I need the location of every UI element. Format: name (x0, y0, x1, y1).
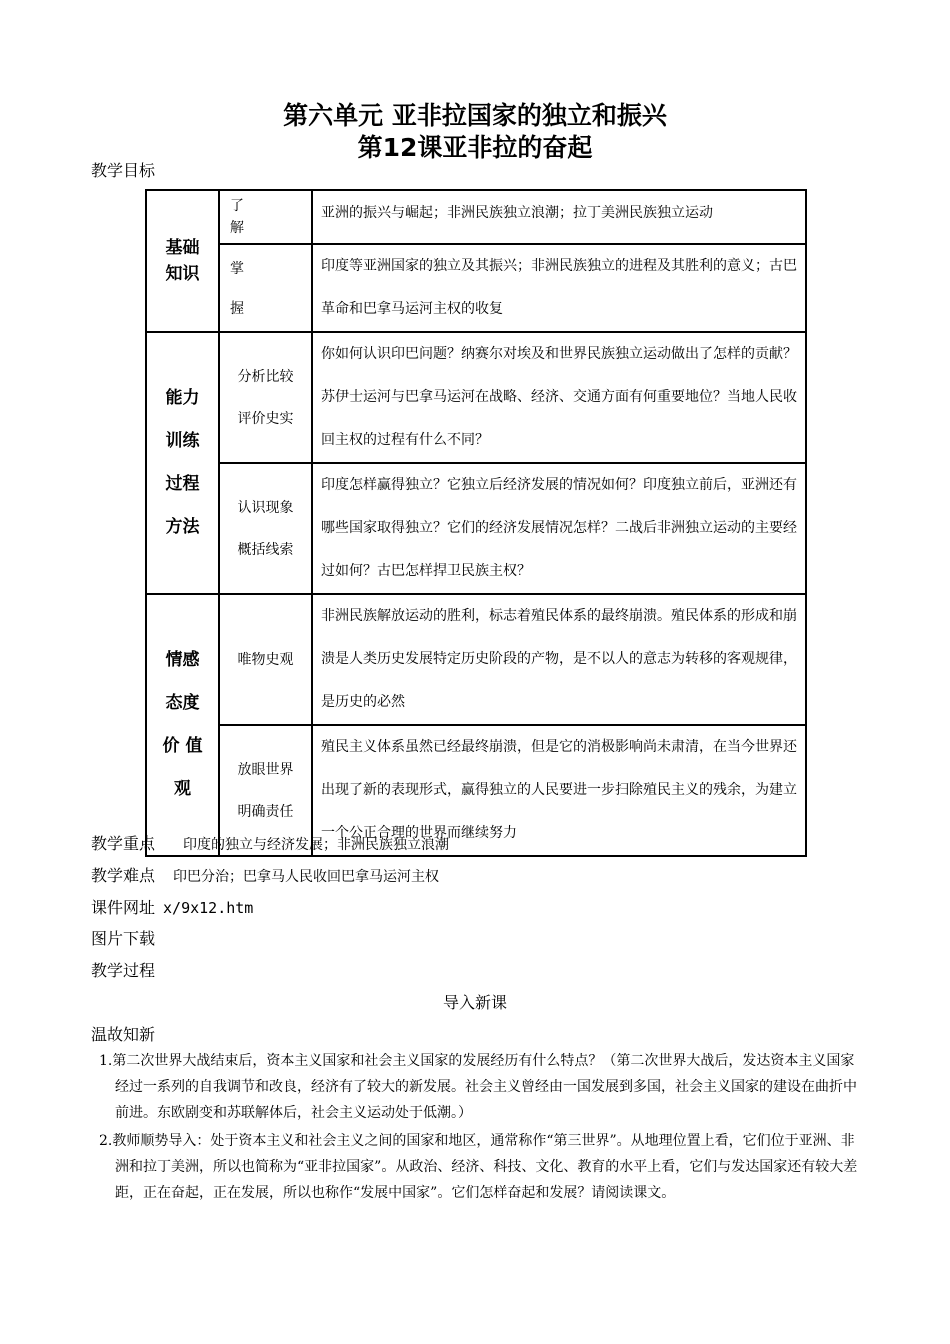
emotion-1-text: 非洲民族解放运动的胜利，标志着殖民体系的最终崩溃。殖民体系的形成和崩溃是人类历史发展特定历史阶段的产物，是不以人的意志为转移的客观规律，是历史的必然 (312, 594, 806, 725)
master-text: 印度等亚洲国家的独立及其振兴；非洲民族独立的进程及其胜利的意义；古巴革命和巴拿马运河主权的收复 (312, 244, 806, 332)
ability-line-4: 方法 (165, 517, 200, 537)
process-label: 教学过程 (91, 961, 156, 980)
difficulties-value: 印巴分治；巴拿马人民收回巴拿马运河主权 (173, 869, 440, 885)
ability-line-3: 过程 (165, 474, 200, 494)
emotion-2-text: 殖民主义体系虽然已经最终崩溃，但是它的消极影响尚未肃清，在当今世界还出现了新的表现形式，赢得独立的人民要进一步扫除殖民主义的残余，为建立一个公正合理的世界而继续努力 (312, 725, 806, 856)
review-heading: 温故知新 (91, 1025, 156, 1044)
objectives-label: 教学目标 (91, 161, 156, 180)
emotion-line-4: 观 (174, 779, 191, 799)
sub-understand (219, 190, 312, 244)
category-basic-text: 基础知识 (165, 238, 200, 284)
courseware-link[interactable]: x/9x12.htm (163, 899, 254, 917)
objectives-table (145, 189, 807, 857)
courseware (91, 895, 253, 918)
sub-understand-text: 了解 (230, 198, 270, 236)
understand-text: 亚洲的振兴与崛起；非洲民族独立浪潮；拉丁美洲民族独立运动 (312, 190, 806, 244)
ability-1-text: 你如何认识印巴问题？纳赛尔对埃及和世界民族独立运动做出了怎样的贡献？苏伊士运河与巴拿马运河在战略、经济、交通方面有何重要地位？当地人民收回主权的过程有什么不同？ (312, 332, 806, 463)
paragraph-2-text: 2.教师顺势导入：处于资本主义和社会主义之间的国家和地区，通常称作“第三世界”。从地理位置上看，它们位于亚洲、非洲和拉丁美洲，所以也简称为“亚非拉国家”。从政治、经济、科技、文化、教育的水平上看，它们与发达国家还有较大差距，正在奋起，正在发展，所以也称作“发展中国家”。它们怎样奋起和发展？请阅读课文。 (99, 1133, 858, 1201)
key-points (91, 831, 449, 854)
unit-title: 第六单元 亚非拉国家的独立和振兴 (283, 101, 667, 130)
difficulties (91, 863, 439, 886)
ability-2-text: 印度怎样赢得独立？它独立后经济发展的情况如何？印度独立前后，亚洲还有哪些国家取得独立？它们的经济发展情况怎样？二战后非洲独立运动的主要经过如何？古巴怎样捍卫民族主权？ (312, 463, 806, 594)
lesson-title: 第12课亚非拉的奋起 (357, 133, 593, 162)
ability-line-1: 能力 (165, 388, 200, 408)
category-emotion (146, 594, 219, 856)
sub-master (219, 244, 312, 332)
pictures-label: 图片下载 (91, 929, 156, 948)
intro-heading: 导入新课 (442, 993, 507, 1012)
emotion-line-1: 情感 (165, 650, 200, 670)
sub-emotion-1-text: 唯物史观 (237, 651, 294, 668)
ability-line-2: 训练 (165, 431, 200, 451)
paragraph-1-text: 1.第二次世界大战结束后，资本主义国家和社会主义国家的发展经历有什么特点？（第二次世界大战后，发达资本主义国家经过一系列的自我调节和改良，经济有了较大的新发展。社会主义曾经由一国发展到多国，社会主义国家的建设在曲折中前进。东欧剧变和苏联解体后，社会主义运动处于低潮。） (99, 1053, 857, 1121)
courseware-label: 课件网址 (91, 898, 156, 917)
sub-emotion-1 (219, 594, 312, 725)
paragraph-1 (91, 1048, 861, 1126)
sub-master-text: 掌握 (230, 261, 270, 317)
category-ability (146, 332, 219, 594)
sub-emotion-2-text: 放眼世界明确责任 (237, 761, 294, 820)
sub-ability-1 (219, 332, 312, 463)
paragraph-2 (91, 1128, 861, 1206)
emotion-line-3: 价 值 (162, 736, 203, 756)
difficulties-label: 教学难点 (91, 866, 156, 885)
key-points-label: 教学重点 (91, 834, 156, 853)
sub-ability-2 (219, 463, 312, 594)
sub-ability-1-text: 分析比较评价史实 (237, 368, 294, 427)
key-points-value: 印度的独立与经济发展；非洲民族独立浪潮 (183, 837, 450, 853)
sub-ability-2-text: 认识现象概括线索 (237, 499, 294, 558)
category-basic (146, 190, 219, 332)
emotion-line-2: 态度 (165, 693, 200, 713)
